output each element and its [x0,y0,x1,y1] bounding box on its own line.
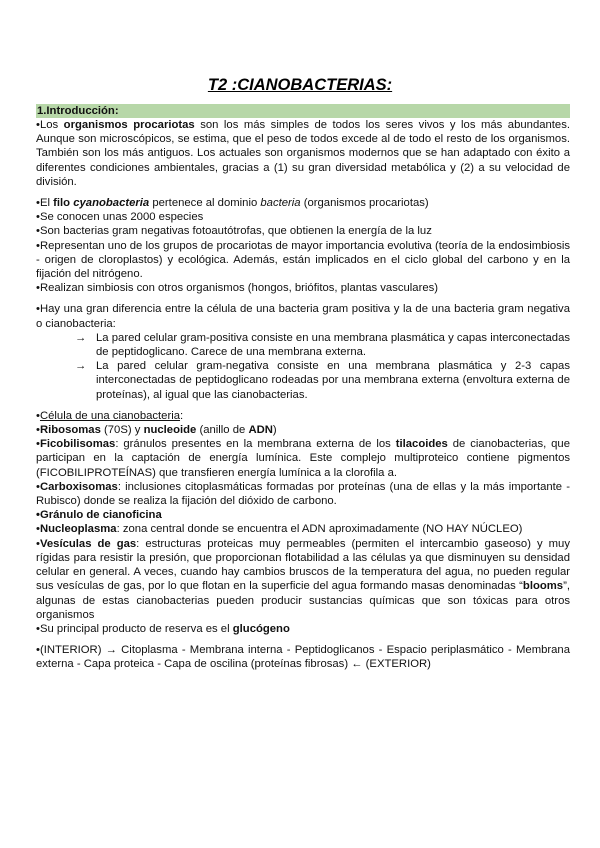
bullet-especies: •Se conocen unas 2000 especies [36,211,204,224]
sub-item-gram-negativa: → La pared celular gram-negativa consiste en una membrana plasmática y 2-3 capas interconectadas de peptidoglicano rodeadas por una membrana externa (envoltura externa de proteínas), al igual que las cianobacterias. [75,360,570,401]
arrow-right-icon: → [75,360,87,373]
bullet-vesiculas-gas: •Vesículas de gas: estructuras proteicas muy permeables (permiten el intercambio gaseoso) y muy rígidas para resistir la presión, que proporcionan flotabilidad a las células ya que disminuyen su densidad celular en general. A veces, cuando hay cambios bruscos de la temperatura del agua, no pueden regular sus vesículas de gas, por lo que flotan en la superficie del agua formando masas denominadas “blooms”, algunas de estas cianobacterias pueden producir sustancias químicas que son tóxicas para otros organismos [36,537,570,621]
cell-heading: •Célula de una cianobacteria: [36,409,184,422]
bullet-granulo-cianoficina: •Gránulo de cianoficina [36,509,162,522]
page-title: T2 :CIANOBACTERIAS: [207,76,393,94]
section-heading-introduccion: 1.Introducción: [36,104,570,118]
paragraph-diferencia: •Hay una gran diferencia entre la célula de una bacteria gram positiva y la de una bacteria gram negativa o cianobacteria: [36,303,570,330]
bullet-gram-negativas: •Son bacterias gram negativas fotoautótrofas, que obtienen la energía de la luz [36,225,432,238]
document-body [36,104,570,672]
term-bacteria: bacteria [260,197,301,210]
sub-item-gram-positiva: → La pared celular gram-positiva consiste en una membrana plasmática y capas interconectadas de peptidoglicano. Carece de una membrana externa. [75,331,570,359]
paragraph-capas: •(INTERIOR) → Citoplasma - Membrana interna - Peptidoglicanos - Espacio periplasmático - Membrana externa - Capa proteica - Capa de oscilina (proteínas fibrosas) ← (EXTERIOR) [36,644,570,671]
arrow-right-icon: → [75,331,87,344]
bullet-nucleoplasma: •Nucleoplasma: zona central donde se encuentra el ADN aproximadamente (NO HAY NÚCLEO) [36,523,523,536]
bullet-ribosomas: •Ribosomas (70S) y nucleoide (anillo de ADN) [36,424,277,437]
term-organismos-procariotas: organismos procariotas [63,119,195,131]
term-filo: filo [53,197,74,210]
bullet-reserva: •Su principal producto de reserva es el glucógeno [36,622,290,635]
bullet-importancia: •Representan uno de los grupos de procariotas de mayor importancia evolutiva (teoría de la endosimbiosis - origen de cloroplastos) y ecológica. Además, están implicados en el ciclo global del carbono y en la fijación del nitrógeno. [36,239,570,281]
bullet-simbiosis: •Realizan simbiosis con otros organismos (hongos, briófitos, plantas vasculares) [36,282,439,295]
paragraph-procariotas: •Los organismos procariotas son los más simples de todos los seres vivos y los más abundantes. Aunque son microscópicos, se estima, que el peso de todos excede al de todo el resto de los organismos. También son los más antiguos. Los actuales son organismos modernos que se han adaptado con éxito a diferentes condiciones ambientales, gracias a (1) su gran diversidad metabólica y (2) a su velocidad de división. [36,119,570,188]
bullet-ficobilisomas: •Ficobilisomas: gránulos presentes en la membrana externa de los tilacoides de cianobacterias, que participan en la captación de energía lumínica. Este complejo multiproteico contiene pigmentos (FICOBILIPROTEÍNAS) que transfieren energía lumínica a la clorofila a. [36,438,570,479]
term-cyanobacteria: cyanobacteria [73,197,150,210]
bullet-carboxisomas: •Carboxisomas: inclusiones citoplasmáticas formadas por proteínas (una de ellas y la más importante - Rubisco) donde se realiza la fijación del dióxido de carbono. [36,480,570,508]
bullet-filo: •El filo cyanobacteria pertenece al dominio bacteria (organismos procariotas) [36,197,429,210]
